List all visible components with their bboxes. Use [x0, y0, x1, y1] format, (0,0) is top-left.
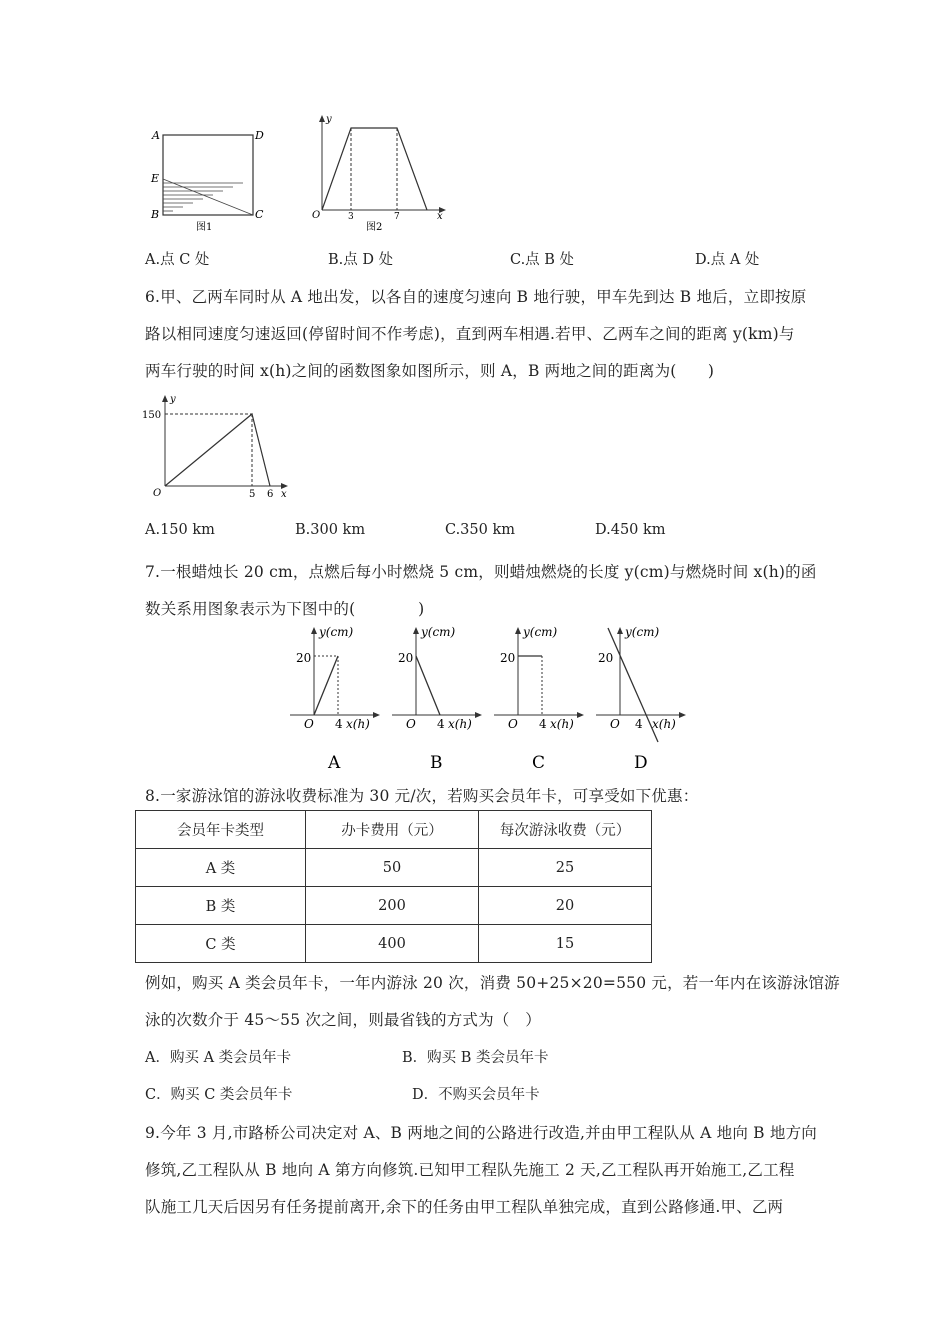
y-label: y(cm)	[625, 625, 660, 639]
tick-4: 4	[335, 717, 343, 731]
table-cell: 400	[306, 925, 479, 963]
shaded-triangle-ebc	[163, 179, 253, 215]
x-label: x(h)	[550, 717, 574, 731]
graph-label-c: C	[532, 753, 546, 770]
origin-label: O	[508, 717, 518, 731]
label-d: D	[255, 129, 264, 142]
y-label: y(cm)	[523, 625, 558, 639]
y-label: y	[326, 114, 332, 125]
label-b: B	[151, 208, 160, 221]
origin-label: O	[153, 488, 162, 499]
q5-option-a: A.点 C 处	[145, 252, 210, 268]
q6-line-1: 6.甲、乙两车同时从 A 地出发，以各自的速度匀速向 B 地行驶，甲车先到达 B 地后，立即按原	[145, 288, 807, 306]
label-a: A	[152, 129, 160, 142]
x-arrow	[475, 712, 482, 718]
x-label: x(h)	[448, 717, 472, 731]
distance-line	[165, 414, 270, 486]
q6-line-3: 两车行驶的时间 x(h)之间的函数图象如图所示，则 A，B 两地之间的距离为( )	[145, 362, 715, 380]
x-arrow	[679, 712, 686, 718]
y-arrow	[617, 627, 623, 634]
origin-label: O	[610, 717, 620, 731]
q8-after-line-2: 泳的次数介于 45～55 次之间，则最省钱的方式为（ ）	[145, 1011, 541, 1029]
y-arrow	[162, 395, 168, 402]
q6-option-d: D.450 km	[595, 522, 666, 538]
q8-option-b: B．购买 B 类会员年卡	[402, 1050, 549, 1066]
membership-fee-table	[135, 810, 652, 963]
table-cell: A 类	[136, 849, 306, 887]
table-cell: 15	[479, 925, 652, 963]
label-e: E	[151, 172, 160, 185]
table-header: 办卡费用（元）	[306, 811, 479, 849]
q7-graph-b	[388, 620, 488, 770]
y-arrow	[515, 627, 521, 634]
x-arrow	[373, 712, 380, 718]
tick-20: 20	[500, 651, 516, 665]
table-cell: C 类	[136, 925, 306, 963]
q8-option-c: C．购买 C 类会员年卡	[145, 1087, 293, 1103]
tick-6: 6	[267, 489, 274, 500]
q7-line-2: 数关系用图象表示为下图中的( )	[145, 600, 425, 618]
q5-option-c: C.点 B 处	[510, 252, 575, 268]
q5-figure-2	[305, 112, 450, 234]
origin-label: O	[312, 210, 321, 221]
tick-20: 20	[398, 651, 414, 665]
q8-option-a: A．购买 A 类会员年卡	[145, 1050, 292, 1066]
q6-line-2: 路以相同速度匀速返回(停留时间不作考虑)，直到两车相遇.若甲、乙两车之间的距离 y(km)与	[145, 325, 795, 343]
q7-line-1: 7.一根蜡烛长 20 cm，点燃后每小时燃烧 5 cm，则蜡烛燃烧的长度 y(cm)与燃烧时间 x(h)的函	[145, 563, 817, 581]
tick-20: 20	[598, 651, 614, 665]
q9-line-2: 修筑,乙工程队从 B 地向 A 第方向修筑.已知甲工程队先施工 2 天,乙工程队再开始施工,乙工程	[145, 1161, 795, 1179]
table-row	[136, 925, 652, 963]
q6-option-c: C.350 km	[445, 522, 516, 538]
table-cell: 50	[306, 849, 479, 887]
tick-20: 20	[296, 651, 312, 665]
fig1-caption: 图1	[196, 222, 213, 233]
y-label: y(cm)	[319, 625, 354, 639]
table-row	[136, 849, 652, 887]
table-header: 每次游泳收费（元）	[479, 811, 652, 849]
q6-graph	[140, 390, 300, 505]
tick-4: 4	[539, 717, 547, 731]
q8-intro: 8.一家游泳馆的游泳收费标准为 30 元/次，若购买会员年卡，可享受如下优惠：	[145, 787, 699, 805]
x-label: x(h)	[346, 717, 370, 731]
graph-label-a: A	[328, 753, 341, 770]
graph-line	[416, 656, 440, 715]
tick-150: 150	[142, 410, 162, 421]
table-header: 会员年卡类型	[136, 811, 306, 849]
y-arrow	[413, 627, 419, 634]
q9-line-1: 9.今年 3 月,市路桥公司决定对 A、B 两地之间的公路进行改造,并由甲工程队从 A 地向 B 地方向	[145, 1124, 817, 1142]
x-label: x	[281, 489, 287, 500]
tick-7: 7	[394, 212, 400, 222]
table-row	[136, 887, 652, 925]
y-arrow	[319, 115, 325, 122]
tick-5: 5	[249, 489, 256, 500]
q5-option-b: B.点 D 处	[328, 252, 394, 268]
table-cell: 20	[479, 887, 652, 925]
graph-line	[314, 656, 338, 715]
q8-after-line-1: 例如，购买 A 类会员年卡，一年内游泳 20 次，消费 50+25×20=550 元，若一年内在该游泳馆游	[145, 974, 840, 992]
table-cell: 200	[306, 887, 479, 925]
q6-option-b: B.300 km	[295, 522, 366, 538]
graph-label-d: D	[634, 753, 648, 770]
y-arrow	[311, 627, 317, 634]
table-cell: B 类	[136, 887, 306, 925]
x-label: x	[437, 211, 443, 222]
fig2-caption: 图2	[366, 222, 383, 233]
y-label: y	[170, 394, 176, 405]
x-arrow	[577, 712, 584, 718]
y-label: y(cm)	[421, 625, 456, 639]
graph-label-b: B	[430, 753, 443, 770]
q7-graph-c	[490, 620, 590, 770]
trapezoid-graph	[322, 128, 427, 210]
tick-4: 4	[635, 717, 643, 731]
table-cell: 25	[479, 849, 652, 887]
q7-graph-d	[592, 620, 702, 770]
table-header-row	[136, 811, 652, 849]
q9-line-3: 队施工几天后因另有任务提前离开,余下的任务由甲工程队单独完成，直到公路修通.甲、乙两	[145, 1198, 784, 1216]
label-c: C	[255, 208, 264, 221]
origin-label: O	[304, 717, 314, 731]
q6-option-a: A.150 km	[145, 522, 215, 538]
q8-option-d: D．不购买会员年卡	[412, 1087, 540, 1103]
q5-option-d: D.点 A 处	[695, 252, 760, 268]
tick-4: 4	[437, 717, 445, 731]
origin-label: O	[406, 717, 416, 731]
tick-3: 3	[348, 212, 354, 222]
q7-graph-a	[286, 620, 386, 770]
x-label: x(h)	[652, 717, 676, 731]
q5-figure-1	[140, 120, 280, 235]
